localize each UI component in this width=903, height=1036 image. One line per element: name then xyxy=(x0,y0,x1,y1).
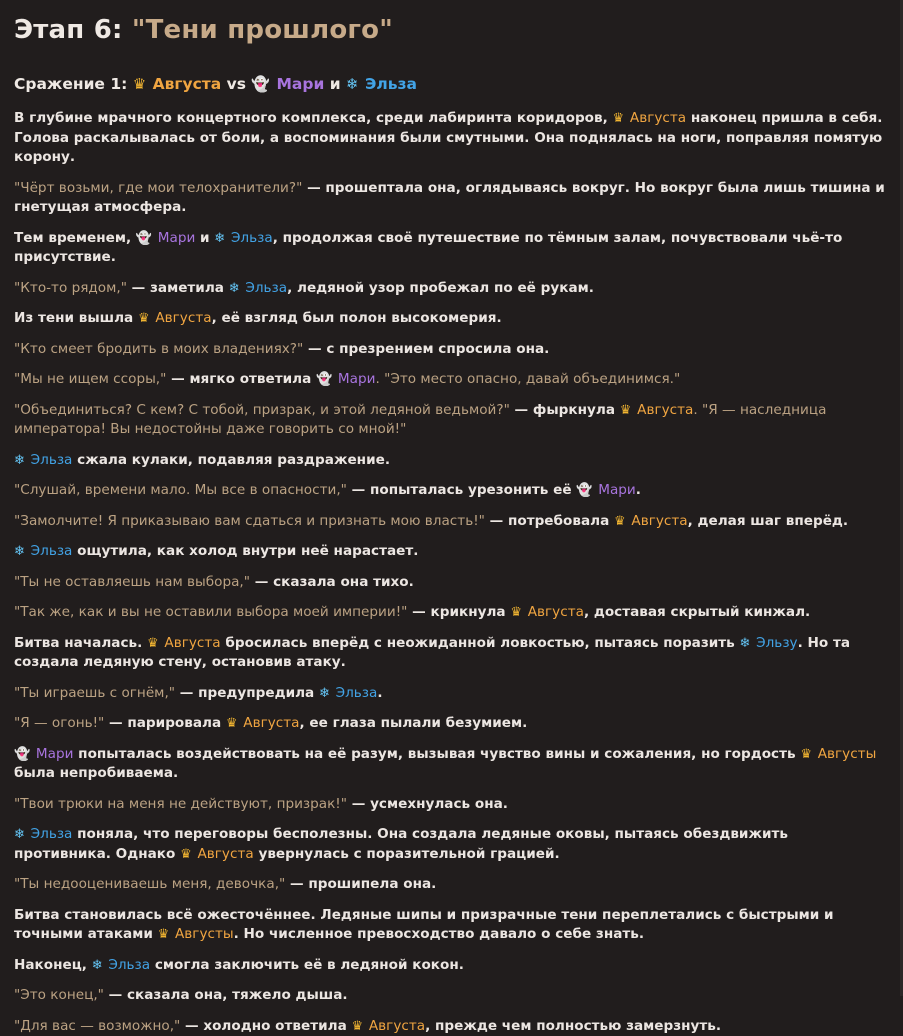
story-paragraph xyxy=(14,714,889,734)
narration-text: сжала кулаки, подавляя раздражение. xyxy=(72,452,390,468)
narration-text: , доставая скрытый кинжал. xyxy=(584,604,810,620)
battle-heading xyxy=(14,72,889,96)
dialogue-quote: "Мы не ищем ссоры," xyxy=(14,371,166,387)
character-augusta: Августы xyxy=(175,926,234,942)
narration-text: — крикнула xyxy=(407,604,510,620)
dialogue-quote: "Замолчите! Я приказываю вам сдаться и признать мою власть!" xyxy=(14,513,485,529)
narration-text: Наконец, xyxy=(14,957,92,973)
dialogue-quote: "Кто-то рядом," xyxy=(14,280,127,296)
narration-text: смогла заключить её в ледяной кокон. xyxy=(150,957,464,973)
dialogue-quote: "Кто смеет бродить в моих владениях?" xyxy=(14,341,303,357)
narration-text: бросилась вперёд с неожиданной ловкостью, пытаясь поразить xyxy=(221,635,740,651)
crown-icon: ♛ xyxy=(351,1019,363,1034)
narration-text: Тем временем, xyxy=(14,230,136,246)
narration-text: поняла, что переговоры бесполезны. Она создала ледяные оковы, пытаясь обездвижить противника. Однако xyxy=(14,826,788,862)
story-paragraph xyxy=(14,956,889,976)
story-paragraph xyxy=(14,573,889,593)
crown-icon: ♛ xyxy=(620,403,632,418)
character-augusta: Августа xyxy=(528,604,584,620)
crown-icon: ♛ xyxy=(614,514,626,529)
story-paragraph xyxy=(14,109,889,168)
narration-text: и xyxy=(195,230,214,246)
dialogue-quote: "Ты играешь с огнём," xyxy=(14,685,175,701)
dialogue-quote: "Твои трюки на меня не действуют, призрак!" xyxy=(14,796,347,812)
narration-text: — прошептала она, оглядываясь вокруг. Но вокруг была лишь тишина и гнетущая атмосфера. xyxy=(14,180,885,216)
character-augusta: Августа xyxy=(155,310,211,326)
character-elsa: Эльза xyxy=(108,957,150,973)
narration-text: наконец пришла в себя. Голова раскалывалась от боли, а воспоминания были смутными. Она поднялась на ноги, поправляя помятую корону. xyxy=(14,110,882,165)
narration-text: была непробиваема. xyxy=(14,765,178,781)
battle-and: и xyxy=(330,75,341,93)
snowflake-icon: ❄ xyxy=(229,281,240,296)
narration-text: — сказала она, тяжело дыша. xyxy=(104,987,348,1003)
ghost-icon: 👻 xyxy=(136,231,152,246)
narration-text: , продолжая своё путешествие по тёмным залам, почувствовали чьё-то присутствие. xyxy=(14,230,842,266)
snowflake-icon: ❄ xyxy=(346,75,359,93)
story-paragraph xyxy=(14,512,889,532)
dialogue-quote: "Объединиться? С кем? С тобой, призрак, и этой ледяной ведьмой?" xyxy=(14,402,510,418)
fighter-mari: Мари xyxy=(277,75,325,93)
narration-text: Из тени вышла xyxy=(14,310,138,326)
narration-text: — с презрением спросила она. xyxy=(303,341,549,357)
stage-title-prefix: Этап 6: xyxy=(14,15,123,45)
narration-text: увернулась с поразительной грацией. xyxy=(254,846,560,862)
stage-title-name: "Тени прошлого" xyxy=(132,15,393,45)
dialogue-quote: "Это конец," xyxy=(14,987,104,1003)
narration-text: — заметила xyxy=(127,280,229,296)
narration-text: — усмехнулась она. xyxy=(347,796,508,812)
crown-icon: ♛ xyxy=(510,605,522,620)
character-elsa: Эльза xyxy=(31,826,73,842)
story-paragraph xyxy=(14,875,889,895)
story-paragraph xyxy=(14,603,889,623)
character-augusta: Августа xyxy=(243,715,299,731)
character-mari: Мари xyxy=(338,371,376,387)
narration-text: ощутила, как холод внутри неё нарастает. xyxy=(72,543,418,559)
crown-icon: ♛ xyxy=(226,716,238,731)
story-body xyxy=(14,109,889,1036)
narration-text: — холодно ответила xyxy=(180,1018,351,1034)
narration-text: попыталась воздействовать на её разум, вызывая чувство вины и сожаления, но гордость xyxy=(73,746,800,762)
battle-vs: vs xyxy=(227,75,246,93)
snowflake-icon: ❄ xyxy=(14,827,25,842)
dialogue-quote: "Ты недооцениваешь меня, девочка," xyxy=(14,876,285,892)
dialogue-quote: . "Это место опасно, давай объединимся." xyxy=(375,371,680,387)
dialogue-quote: "Чёрт возьми, где мои телохранители?" xyxy=(14,180,302,196)
character-elsa: Эльза xyxy=(336,685,378,701)
character-augusta: Августа xyxy=(197,846,253,862)
dialogue-quote: "Так же, как и вы не оставили выбора моей империи!" xyxy=(14,604,407,620)
dialogue-quote: "Слушай, времени мало. Мы все в опасности," xyxy=(14,482,347,498)
snowflake-icon: ❄ xyxy=(14,453,25,468)
crown-icon: ♛ xyxy=(800,747,812,762)
snowflake-icon: ❄ xyxy=(739,636,750,651)
character-mari: Мари xyxy=(158,230,196,246)
character-mari: Мари xyxy=(598,482,636,498)
crown-icon: ♛ xyxy=(147,636,159,651)
dialogue-quote: "Для вас — возможно," xyxy=(14,1018,180,1034)
narration-text: Битва началась. xyxy=(14,635,147,651)
crown-icon: ♛ xyxy=(180,847,192,862)
ghost-icon: 👻 xyxy=(316,372,332,387)
narration-text: — прошипела она. xyxy=(285,876,436,892)
stage-title xyxy=(14,14,889,46)
narration-text: — предупредила xyxy=(175,685,319,701)
narration-text: — фыркнула xyxy=(510,402,620,418)
narration-text: , прежде чем полностью замерзнуть. xyxy=(425,1018,721,1034)
snowflake-icon: ❄ xyxy=(214,231,225,246)
dialogue-quote: . "Я — наследница императора! Вы недостойны даже говорить со мной!" xyxy=(14,402,826,438)
story-paragraph xyxy=(14,745,889,784)
crown-icon: ♛ xyxy=(613,111,625,126)
story-paragraph xyxy=(14,906,889,945)
character-elsa: Эльза xyxy=(31,543,73,559)
battle-heading-prefix: Сражение 1: xyxy=(14,75,127,93)
narration-text: . xyxy=(636,482,641,498)
narration-text: Битва становилась всё ожесточённее. Ледяные шипы и призрачные тени переплетались с быстрыми и точными атаками xyxy=(14,907,834,943)
story-paragraph xyxy=(14,481,889,501)
story-paragraph xyxy=(14,1017,889,1036)
character-augusta: Августа xyxy=(637,402,693,418)
character-elsa: Эльзу xyxy=(756,635,797,651)
narration-text: , ее глаза пылали безумием. xyxy=(300,715,528,731)
narration-text: В глубине мрачного концертного комплекса, среди лабиринта коридоров, xyxy=(14,110,613,126)
story-paragraph xyxy=(14,279,889,299)
snowflake-icon: ❄ xyxy=(92,958,103,973)
crown-icon: ♛ xyxy=(158,927,170,942)
narration-text: — парировала xyxy=(104,715,226,731)
story-paragraph xyxy=(14,229,889,268)
ghost-icon: 👻 xyxy=(576,483,592,498)
story-paragraph xyxy=(14,795,889,815)
story-paragraph xyxy=(14,634,889,673)
narration-text: — потребовала xyxy=(485,513,614,529)
narration-text: — попыталась урезонить её xyxy=(347,482,576,498)
story-paragraph xyxy=(14,401,889,440)
narration-text: , её взгляд был полон высокомерия. xyxy=(212,310,502,326)
ghost-icon: 👻 xyxy=(14,747,30,762)
fighter-augusta: Августа xyxy=(153,75,222,93)
snowflake-icon: ❄ xyxy=(14,544,25,559)
story-paragraph xyxy=(14,179,889,218)
story-paragraph xyxy=(14,542,889,562)
character-elsa: Эльза xyxy=(231,230,273,246)
character-augusta: Августы xyxy=(818,746,877,762)
crown-icon: ♛ xyxy=(138,311,150,326)
narration-text: , ледяной узор пробежал по её рукам. xyxy=(287,280,594,296)
story-paragraph xyxy=(14,340,889,360)
dialogue-quote: "Ты не оставляешь нам выбора," xyxy=(14,574,250,590)
narration-text: . Но численное превосходство давало о себе знать. xyxy=(234,926,644,942)
dialogue-quote: "Я — огонь!" xyxy=(14,715,104,731)
narration-text: — сказала она тихо. xyxy=(250,574,414,590)
character-augusta: Августа xyxy=(164,635,220,651)
story-paragraph xyxy=(14,825,889,864)
narration-text: , делая шаг вперёд. xyxy=(688,513,848,529)
character-augusta: Августа xyxy=(630,110,686,126)
snowflake-icon: ❄ xyxy=(319,686,330,701)
character-augusta: Августа xyxy=(631,513,687,529)
story-paragraph xyxy=(14,370,889,390)
ghost-icon: 👻 xyxy=(251,75,270,93)
narration-text: — мягко ответила xyxy=(166,371,316,387)
story-paragraph xyxy=(14,309,889,329)
fighter-elsa: Эльза xyxy=(365,75,417,93)
character-elsa: Эльза xyxy=(31,452,73,468)
crown-icon: ♛ xyxy=(133,75,146,93)
narration-text: . Но та создала ледяную стену, остановив атаку. xyxy=(14,635,850,671)
character-elsa: Эльза xyxy=(245,280,287,296)
character-augusta: Августа xyxy=(369,1018,425,1034)
story-paragraph xyxy=(14,684,889,704)
story-paragraph xyxy=(14,451,889,471)
character-mari: Мари xyxy=(36,746,74,762)
narration-text: . xyxy=(377,685,382,701)
